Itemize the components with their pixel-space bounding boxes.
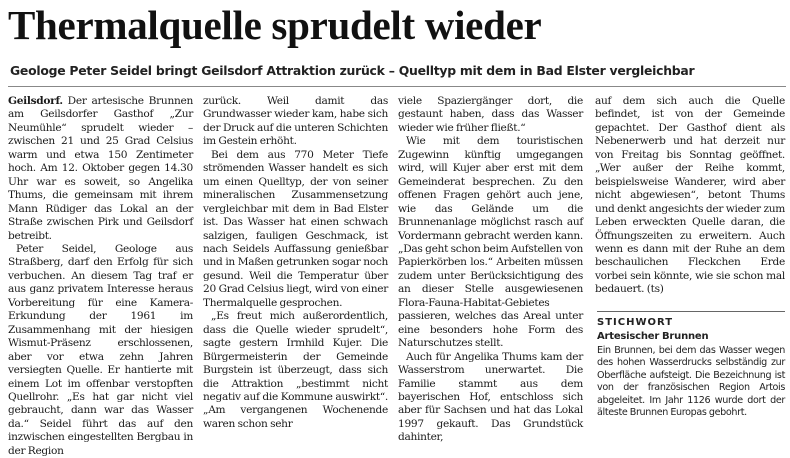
article-paragraph: zurück. Weil damit das Grundwasser wieder kam, habe sich der Druck auf die unteren Schichten im Gestein erhöht. [203,95,388,148]
stichwort-title: Artesischer Brunnen [597,331,709,342]
stichwort-text: Ein Brunnen, bei dem das Wasser wegen des hohen Wasserdrucks selbständig zur Oberfläche aufsteigt. Die Bezeichnung ist von der französischen Region Artois abgeleitet. Im Jahr 1126 wurde dort der älteste Brunnen Europas gebohrt. [597,344,785,418]
article-paragraph: Wie mit dem touristischen Zugewinn künftig umgegangen wird, will Kujer aber erst mit dem Gemeinderat besprechen. Zu den offenen Fragen gehört auch jene, wie das Gelände um die Brunnenanlage möglichst rasch auf Vordermann gebracht werden kann. „Das geht schon beim Aufstellen von Papierkörben los.“ Arbeiten müssen zudem unter Berücksichtigung des an dieser Stelle ausgewiesenen Flora-Fauna-Habitat-Gebietes passieren, welches das Areal unter eine besonders hohe Form des Naturschutzes stellt. [398,135,583,350]
paragraph-text: Der artesische Brunnen am Geilsdorfer Gasthof „Zur Neumühle“ sprudelt wieder – zwischen 21 und 25 Grad Celsius warm und etwa 150 Zentimeter hoch. Am 12. Oktober gegen 14.30 Uhr war es soweit, so Angelika Thums, die gemeinsam mit ihrem Mann Rüdiger das Lokal an der Straße zwischen Pirk und Geilsdorf betreibt. [8,95,193,242]
headline: Thermalquelle sprudelt wieder [8,2,542,48]
article-column-1 [8,95,193,458]
article-paragraph [8,95,193,243]
article-paragraph: viele Spaziergänger dort, die gestaunt haben, dass das Wasser wieder wie früher fließt.“ [398,95,583,134]
header-divider [8,86,786,87]
subheadline: Geologe Peter Seidel bringt Geilsdorf Attraktion zurück – Quelltyp mit dem in Bad Elster vergleichbar [10,63,695,78]
article-column-2 [203,95,388,431]
article-paragraph: Auch für Angelika Thums kam der Wasserstrom unerwartet. Die Familie stammt aus dem bayerischen Hof, entschloss sich aber für Sachsen und hat das Lokal 1997 gekauft. Das Grundstück dahinter, [398,350,583,444]
article-paragraph: „Es freut mich außerordentlich, dass die Quelle wieder sprudelt“, sagte gestern Irmhild Kujer. Die Bürgermeisterin der Gemeinde Burgstein ist überzeugt, dass sich die Attraktion „bestimmt nicht negativ auf die Kommune auswirkt“. „Am vergangenen Wochenende waren schon sehr [203,310,388,430]
stichwort-box [597,331,785,420]
article-column-4 [595,95,785,297]
stichwort-label: STICHWORT [597,317,674,328]
dateline: Geilsdorf. [8,95,63,107]
article-column-3 [398,95,583,445]
article-paragraph: Peter Seidel, Geologe aus Straßberg, darf den Erfolg für sich verbuchen. An diesem Tag traf er aus ganz privatem Interesse heraus Vorbereitung für eine Kamera-Erkundung der 1961 im Zusammenhang mit der hiesigen Wismut-Präsenz erschlossenen, aber vor etwa zehn Jahren versiegten Quelle. Er hantierte mit einem Lot im offenbar verstopften Quellrohr. „Es hat gar nicht viel gebraucht, dann war das Wasser da.“ Seidel führt das auf den inzwischen eingestellten Bergbau in der Region [8,242,193,457]
article-paragraph: auf dem sich auch die Quelle befindet, ist von der Gemeinde gepachtet. Der Gasthof dient als Nebenerwerb und hat derzeit nur von Freitag bis Sonntag geöffnet. „Wer außer der Reihe kommt, beispielsweise Wanderer, wird aber nicht abgewiesen“, betont Thums und denkt angesichts der wieder zum Leben erweckten Quelle daran, die Öffnungszeiten zu erweitern. Auch wenn es dann mit der Ruhe an dem beschaulichen Fleckchen Erde vorbei sein könnte, wie sie schon mal bedauert. (ts) [595,95,785,296]
article-paragraph: Bei dem aus 770 Meter Tiefe strömenden Wasser handelt es sich um einen Quelltyp, der von seiner mineralischen Zusammensetzung vergleichbar mit dem in Bad Elster ist. Das Wasser hat einen schwach salzigen, fauligen Geschmack, ist nach Seidels Auffassung genießbar und in Maßen getrunken sogar noch gesund. Weil die Temperatur über 20 Grad Celsius liegt, wird von einer Thermalquelle gesprochen. [203,148,388,309]
stichwort-divider [597,311,785,312]
